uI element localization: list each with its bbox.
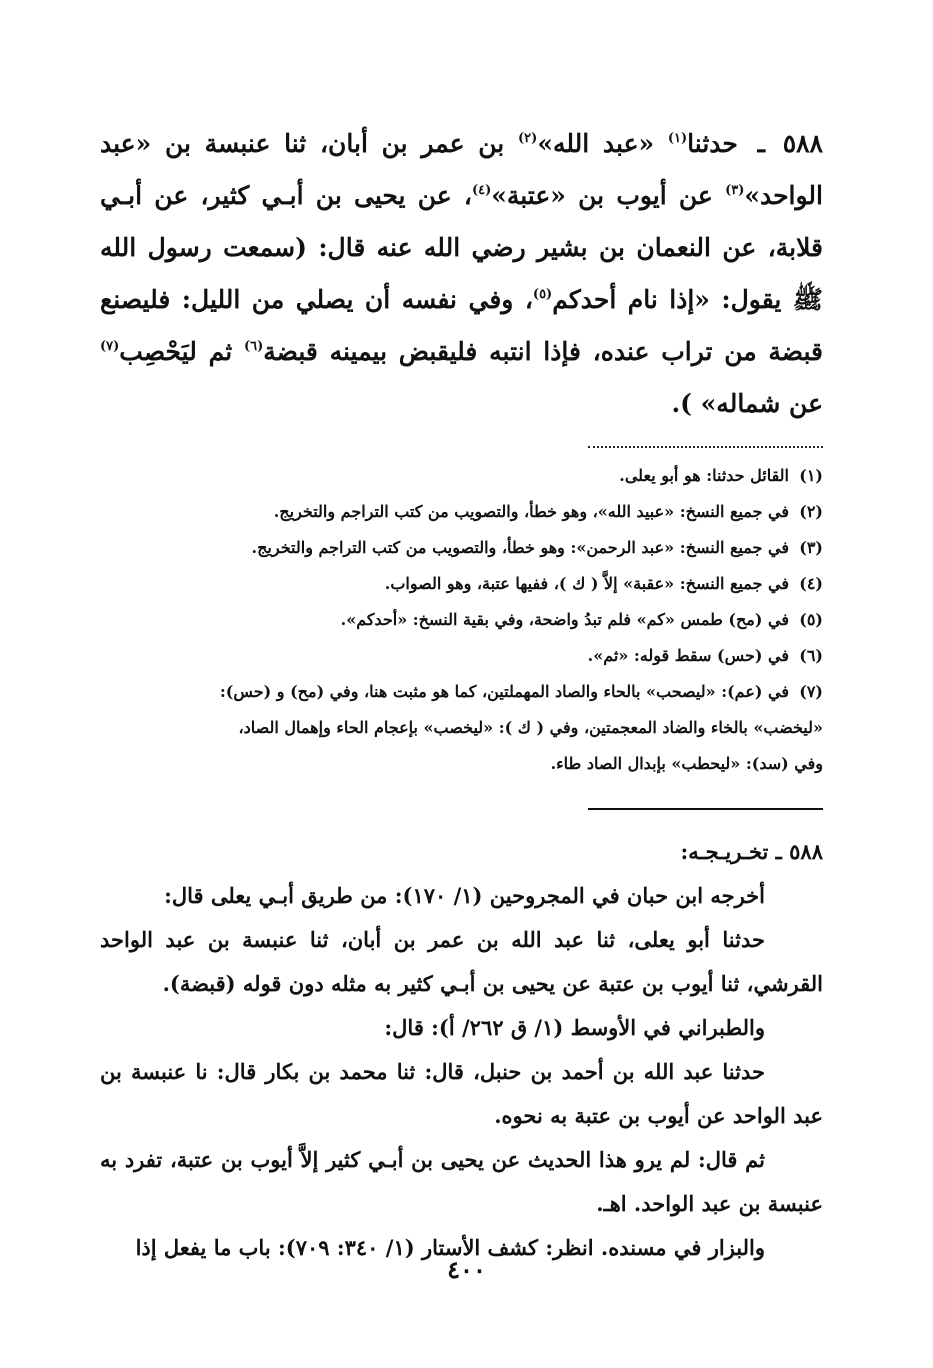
footnote-text: في جميع النسخ: «عبيد الله»، وهو خطأ، والتصويب من كتب التراجم والتخريج.	[273, 502, 789, 521]
footnote-text: في جميع النسخ: «عقبة» إلاَّ ( ك )، ففيها عتبة، وهو الصواب.	[384, 574, 789, 593]
footnote	[100, 602, 823, 638]
hadith-segment: ثم ليَحْصِب	[119, 337, 233, 366]
footnote-ref: (٢)	[518, 131, 538, 146]
footnote	[100, 638, 823, 674]
takhrij-paragraph: والطبراني في الأوسط (١/ ق ٢٦٢/ أ): قال:	[384, 1015, 765, 1040]
footnote-text: في (عم): «ليصحب» بالحاء والصاد المهملتين، كما هو مثبت هنا، وفي (مح) و (حس):	[219, 682, 789, 701]
takhrij-heading: ٥٨٨ ـ تخـريـجـه:	[680, 839, 823, 864]
footnote-separator	[588, 446, 823, 448]
footnote-ref: (٤)	[471, 183, 492, 198]
footnote-mark: (٢)	[799, 502, 823, 521]
hadith-segment: عن أيوب بن «عتبة»	[491, 181, 713, 210]
footnotes	[100, 458, 823, 782]
footnote	[100, 458, 823, 494]
hadith-segment: حدثنا	[687, 129, 738, 158]
hadith-paragraph	[100, 118, 823, 430]
takhrij-paragraph: حدثنا أبو يعلى، ثنا عبد الله بن عمر بن أبان، ثنا عنبسة بن عبد الواحد القرشي، ثنا أيوب بن عتبة عن يحيى بن أبـي كثير به مثله دون قوله (قبضة).	[100, 927, 823, 996]
footnote-mark: (٦)	[799, 646, 823, 665]
takhrij-paragraph: والبزار في مسنده. انظر: كشف الأستار (١/ ٣٤٠: ٧٠٩): باب ما يفعل إذا	[135, 1235, 765, 1260]
hadith-segment: «عبد الله»	[537, 129, 655, 158]
footnote-text: في (مح) طمس «كم» فلم تبدُ واضحة، وفي بقية النسخ: «أحدكم».	[340, 610, 789, 629]
footnote-ref: (٣)	[725, 183, 745, 198]
footnote-text: في (حس) سقط قوله: «ثم».	[587, 646, 789, 665]
footnote	[100, 530, 823, 566]
page-number: ٤٠٠	[447, 1255, 486, 1284]
takhrij-paragraph: حدثنا عبد الله بن أحمد بن حنبل، قال: ثنا محمد بن بكار قال: نا عنبسة بن عبد الواحد عن أيوب بن عتبة به نحوه.	[100, 1059, 823, 1128]
hadith-segment: ، عن يحيى بن أبـي كثير، عن أبـي قلابة، عن النعمان بن بشير رضي الله عنه قال: (سمعت رسول الله ﷺ يقول: «إذا نام أحدكم	[100, 181, 823, 314]
footnote-continuation: وفي (سد): «ليحطب» بإبدال الصاد طاء.	[550, 754, 823, 773]
footnote-ref: (١)	[667, 131, 688, 146]
takhrij-section	[100, 830, 823, 1270]
footnote	[100, 674, 823, 710]
footnote-ref: (٧)	[100, 339, 120, 354]
footnote-ref: (٦)	[243, 339, 264, 354]
footnote-mark: (٧)	[799, 682, 823, 701]
hadith-dash: ـ	[757, 129, 765, 158]
hadith-segment: عن شماله» ).	[671, 389, 823, 418]
page-body	[100, 118, 823, 1270]
footnote-mark: (٣)	[799, 538, 823, 557]
footnote-text: القائل حدثنا: هو أبو يعلى.	[619, 466, 789, 485]
footnote-text: في جميع النسخ: «عبد الرحمن»: وهو خطأ، والتصويب من كتب التراجم والتخريج.	[251, 538, 789, 557]
footnote	[100, 494, 823, 530]
footnote-mark: (٤)	[799, 574, 823, 593]
hadith-segment: ، وفي نفسه أن يصلي من الليل: فليصنع قبضة من تراب عنده، فإذا انتبه فليقبض بيمينه قبضة	[100, 285, 823, 366]
hadith-text	[100, 118, 823, 430]
footnote-mark: (٥)	[799, 610, 823, 629]
section-rule	[588, 808, 823, 810]
footnote	[100, 566, 823, 602]
takhrij-paragraph: ثم قال: لم يرو هذا الحديث عن يحيى بن أبـي كثير إلاَّ أيوب بن عتبة، تفرد به عنبسة بن عبد الواحد. اهـ.	[100, 1147, 823, 1216]
footnote-mark: (١)	[799, 466, 823, 485]
takhrij-paragraph: أخرجه ابن حبان في المجروحين (١/ ١٧٠): من طريق أبـي يعلى قال:	[164, 883, 765, 908]
footnote-ref: (٥)	[532, 287, 553, 302]
footnote-continuation: «ليخضب» بالخاء والضاد المعجمتين، وفي ( ك ): «ليخصب» بإعجام الحاء وإهمال الصاد،	[238, 718, 823, 737]
hadith-number: ٥٨٨	[782, 129, 823, 158]
hadith-segment: بن عمر بن أبان، ثنا عنبسة بن «عبد الواحد»	[100, 129, 823, 210]
